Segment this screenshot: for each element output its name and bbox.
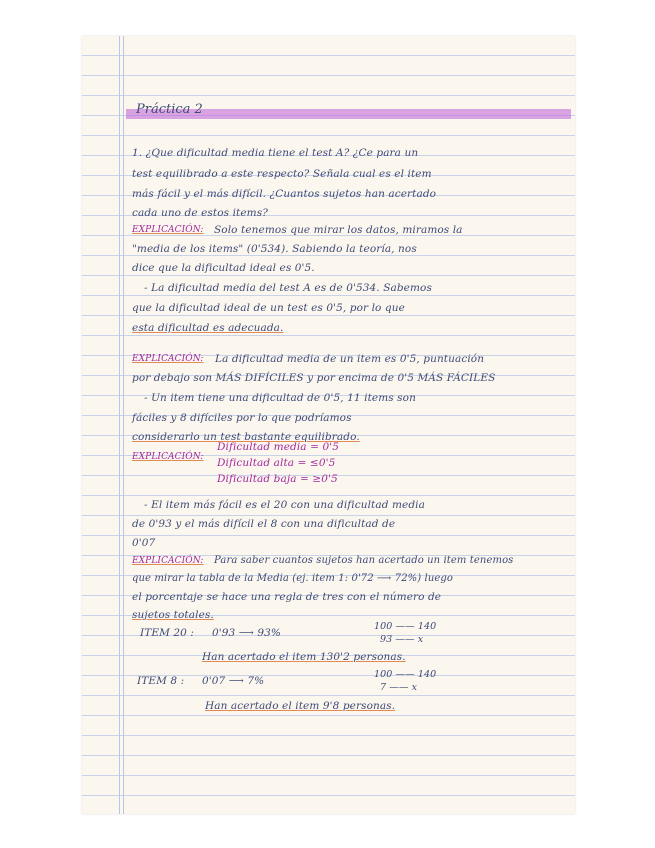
page-title: Práctica 2 bbox=[136, 102, 203, 117]
answer-line: considerarlo un test bastante equilibrado. bbox=[132, 431, 360, 443]
question-line: más fácil y el más difícil. ¿Cuantos sujetos han acertado bbox=[132, 188, 437, 200]
definition-line: Dificultad media = 0'5 bbox=[217, 441, 339, 453]
item-label: ITEM 8 : bbox=[137, 675, 185, 687]
question-line: test equilibrado a este respecto? Señala cual es el item bbox=[132, 168, 432, 180]
answer-line: - Un item tiene una dificultad de 0'5, 11 items son bbox=[144, 392, 416, 404]
explanation-line: Solo tenemos que mirar los datos, miramos la bbox=[214, 224, 463, 236]
margin-line bbox=[119, 36, 120, 814]
rule-of-three: 100 —— 140 bbox=[374, 669, 437, 680]
explanation-line: La dificultad media de un item es 0'5, puntuación bbox=[215, 353, 485, 365]
explanation-line: por debajo son MÁS DIFÍCILES y por encima de 0'5 MÁS FÁCILES bbox=[132, 372, 496, 384]
definition-line: Dificultad alta = ≤0'5 bbox=[217, 457, 336, 469]
answer-line: fáciles y 8 difíciles por lo que podríamos bbox=[132, 412, 352, 424]
explanation-label: EXPLICACIÓN: bbox=[132, 225, 204, 235]
item-label: ITEM 20 : bbox=[140, 627, 195, 639]
margin-line bbox=[123, 36, 124, 814]
answer-line: que la dificultad ideal de un test es 0'5, por lo que bbox=[132, 302, 405, 314]
title-highlight bbox=[126, 102, 571, 119]
explanation-line: sujetos totales. bbox=[132, 609, 214, 621]
explanation-line: dice que la dificultad ideal es 0'5. bbox=[132, 262, 315, 274]
answer-line: - La dificultad media del test A es de 0'534. Sabemos bbox=[144, 282, 432, 294]
rule-of-three: 100 —— 140 bbox=[374, 621, 437, 632]
explanation-line: Para saber cuantos sujetos han acertado un item tenemos bbox=[214, 555, 514, 566]
answer-line: esta dificultad es adecuada. bbox=[132, 322, 284, 334]
explanation-label: EXPLICACIÓN: bbox=[132, 556, 204, 566]
item-result: Han acertado el item 9'8 personas. bbox=[205, 700, 396, 712]
explanation-label: EXPLICACIÓN: bbox=[132, 354, 204, 364]
answer-line: de 0'93 y el más difícil el 8 con una dificultad de bbox=[132, 518, 396, 530]
rule-of-three: 7 —— x bbox=[380, 682, 418, 693]
explanation-line: que mirar la tabla de la Media (ej. item 1: 0'72 ⟶ 72%) luego bbox=[132, 573, 454, 584]
definition-line: Dificultad baja = ≥0'5 bbox=[217, 473, 338, 485]
item-result: Han acertado el item 130'2 personas. bbox=[202, 651, 406, 663]
explanation-line: "media de los items" (0'534). Sabiendo la teoría, nos bbox=[132, 243, 417, 255]
question-line: cada uno de estos items? bbox=[132, 207, 268, 219]
rule-of-three: 93 —— x bbox=[380, 634, 424, 645]
notebook-page bbox=[82, 36, 575, 814]
explanation-line: el porcentaje se hace una regla de tres con el número de bbox=[132, 591, 442, 603]
item-calc: 0'93 ⟶ 93% bbox=[212, 627, 281, 639]
answer-line: 0'07 bbox=[132, 537, 156, 549]
answer-line: - El item más fácil es el 20 con una dificultad media bbox=[144, 499, 426, 511]
explanation-label: EXPLICACIÓN: bbox=[132, 452, 204, 462]
question-line: 1. ¿Que dificultad media tiene el test A? ¿Ce para un bbox=[132, 147, 419, 159]
item-calc: 0'07 ⟶ 7% bbox=[202, 675, 265, 687]
